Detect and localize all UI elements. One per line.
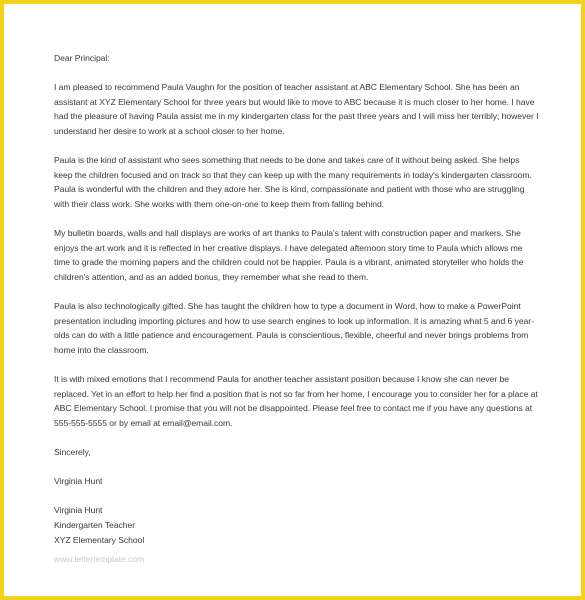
paragraph-qualities: Paula is the kind of assistant who sees something that needs to be done and takes care of it without being asked. She helps keep the children focused and on track so that they can keep up with the many requirements in today's kindergarten classroom. Paula is wonderful with the children and they adore her. She is kind, compassionate and patient with those who are struggling with their class work. She works with them one-on-one to keep them from falling behind.: [54, 155, 532, 209]
paragraph-technology: Paula is also technologically gifted. She has taught the children how to type a document in Word, how to make a PowerPoint presentation including importing pictures and how to use search engines to look up information. It is amazing what 5 and 6 year-olds can do with a little patience and encouragement. Paula is conscientious, flexible, cheerful and never brings problems from home into the classroom.: [54, 301, 534, 355]
signature-title: Kindergarten Teacher: [54, 520, 136, 530]
signature-school: XYZ Elementary School: [54, 534, 145, 545]
signature-name: Virginia Hunt: [54, 505, 103, 516]
signature-block: [54, 503, 539, 547]
paragraph-creativity: My bulletin boards, walls and hall displays are works of art thanks to Paula's talent with construction paper and markers. She enjoys the art work and it is reflected in her creative displays. I have delegated afternoon story time to Paula which allows me time to grade the morning papers and the children could not be happier. Paula is a vibrant, animated storyteller who holds the children's attention, and as an added bonus, they remember what she read to them.: [54, 228, 524, 282]
salutation: Dear Principal:: [54, 53, 110, 63]
closing: Sincerely,: [54, 447, 91, 458]
signature: Virginia Hunt: [54, 476, 103, 487]
paragraph-conclusion: It is with mixed emotions that I recommend Paula for another teacher assistant position because I know she can never be replaced. Yet in an effort to help her find a position that is not so far from her home, I encourage you to consider her for a place at ABC Elementary School. I promise that you will not be disappointed. Please feel free to contact me if you have any questions at 555-555-5555 or by email at email@email.com.: [54, 374, 538, 428]
paragraph-intro: I am pleased to recommend Paula Vaughn for the position of teacher assistant at ABC Elementary School. She has been an assistant at XYZ Elementary School for three years but would like to move to ABC because it is much closer to her home. I have had the pleasure of having Paula assist me in my kindergarten class for the past three years and I will miss her terribly; however I understand her desire to work at a school closer to her home.: [54, 82, 539, 136]
letter-page: [4, 4, 581, 596]
letter-body: [54, 51, 539, 547]
watermark: www.lettertemplate.com: [54, 554, 145, 564]
